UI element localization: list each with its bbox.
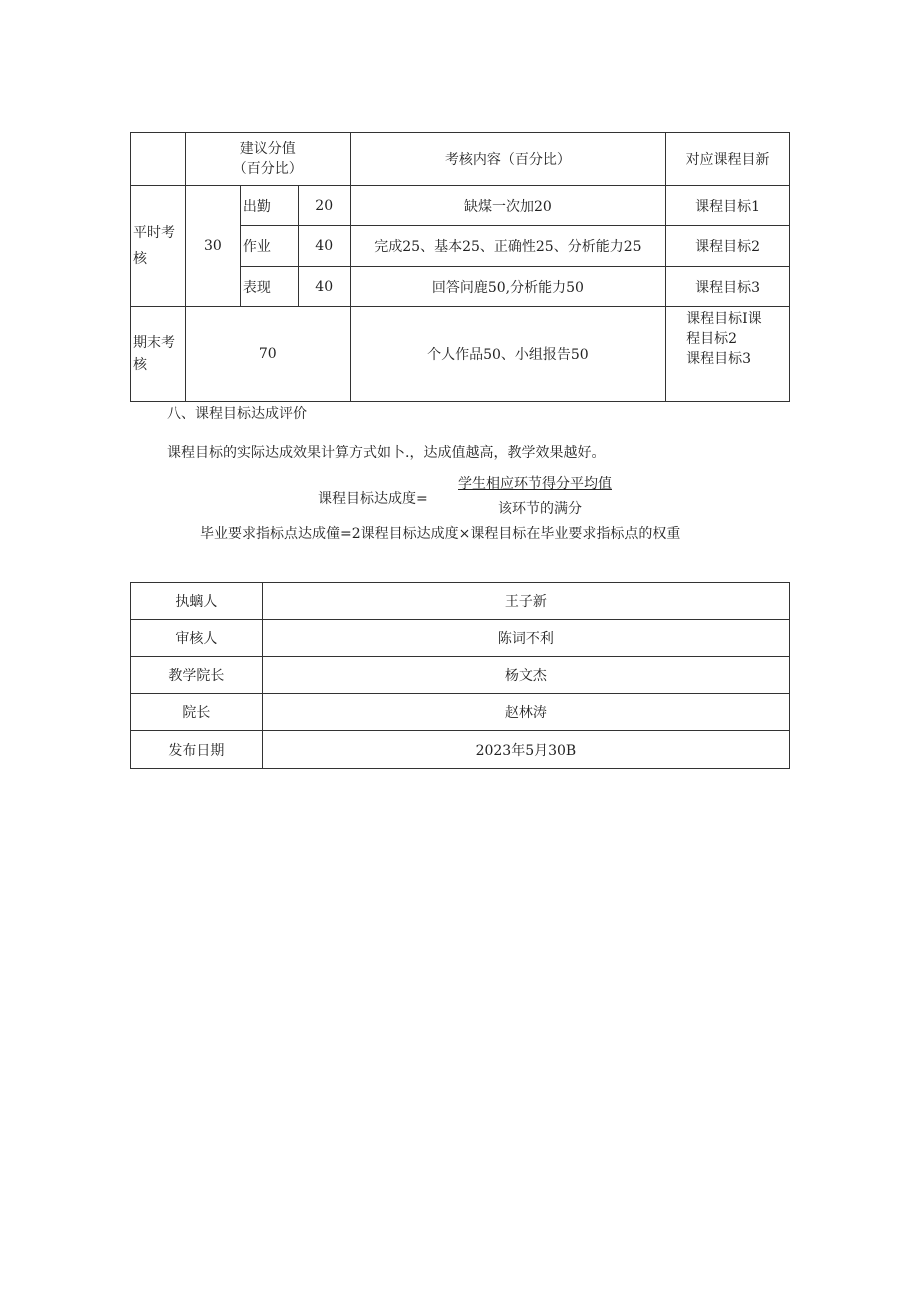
signoff-value-dean: 赵林涛 [262, 694, 789, 731]
section-eight-intro: 课程目标的实际达成效果计算方式如卜.，达成值越高，教学效果越好。 [167, 445, 606, 461]
homework-score: 40 [298, 226, 350, 267]
performance-content: 回答问鹿50,分析能力50 [350, 267, 665, 307]
attendance-goal: 课程目标1 [666, 186, 790, 226]
signoff-value-release-date: 2023年5月30B [262, 731, 789, 769]
header-empty-cell [131, 133, 186, 186]
regular-assessment-label: 平时考核 [131, 186, 186, 307]
signoff-value-executor: 王子新 [262, 583, 789, 620]
graduation-formula: 毕业要求指标点达成僮=2课程目标达成度×课程目标在毕业要求指标点的权重 [200, 526, 681, 542]
performance-score: 40 [298, 267, 350, 307]
signoff-label-reviewer: 审核人 [131, 620, 263, 657]
homework-item: 作业 [240, 226, 298, 267]
section-eight-heading: 八、课程目标达成评价 [167, 406, 307, 422]
attendance-content: 缺煤一次加20 [350, 186, 665, 226]
final-assessment-goal: 课程目标I课 程目标2 课程目标3 [666, 307, 790, 402]
attendance-score: 20 [298, 186, 350, 226]
formula-denominator: 该环节的满分 [498, 501, 582, 517]
performance-item: 表现 [240, 267, 298, 307]
header-corresponding-goals: 对应课程目新 [666, 133, 790, 186]
signoff-table [130, 582, 790, 769]
homework-goal: 课程目标2 [666, 226, 790, 267]
signoff-value-teaching-dean: 杨文杰 [262, 657, 789, 694]
final-assessment-content: 个人作品50、小组报告50 [350, 307, 665, 402]
formula-label: 课程目标达成度= [318, 491, 428, 507]
formula-numerator: 学生相应环节得分平均值 [458, 476, 612, 492]
final-assessment-score: 70 [185, 307, 350, 402]
final-assessment-label: 期末考核 [131, 307, 186, 402]
signoff-value-reviewer: 陈词不利 [262, 620, 789, 657]
signoff-label-release-date: 发布日期 [131, 731, 263, 769]
regular-assessment-total: 30 [185, 186, 240, 307]
header-assessment-content: 考核内容（百分比） [350, 133, 665, 186]
assessment-table [130, 132, 790, 402]
header-suggested-score: 建议分值 （百分比） [185, 133, 350, 186]
signoff-label-executor: 执螭人 [131, 583, 263, 620]
attendance-item: 出勤 [240, 186, 298, 226]
homework-content: 完成25、基本25、正确性25、分析能力25 [350, 226, 665, 267]
performance-goal: 课程目标3 [666, 267, 790, 307]
signoff-label-teaching-dean: 教学院长 [131, 657, 263, 694]
signoff-label-dean: 院长 [131, 694, 263, 731]
